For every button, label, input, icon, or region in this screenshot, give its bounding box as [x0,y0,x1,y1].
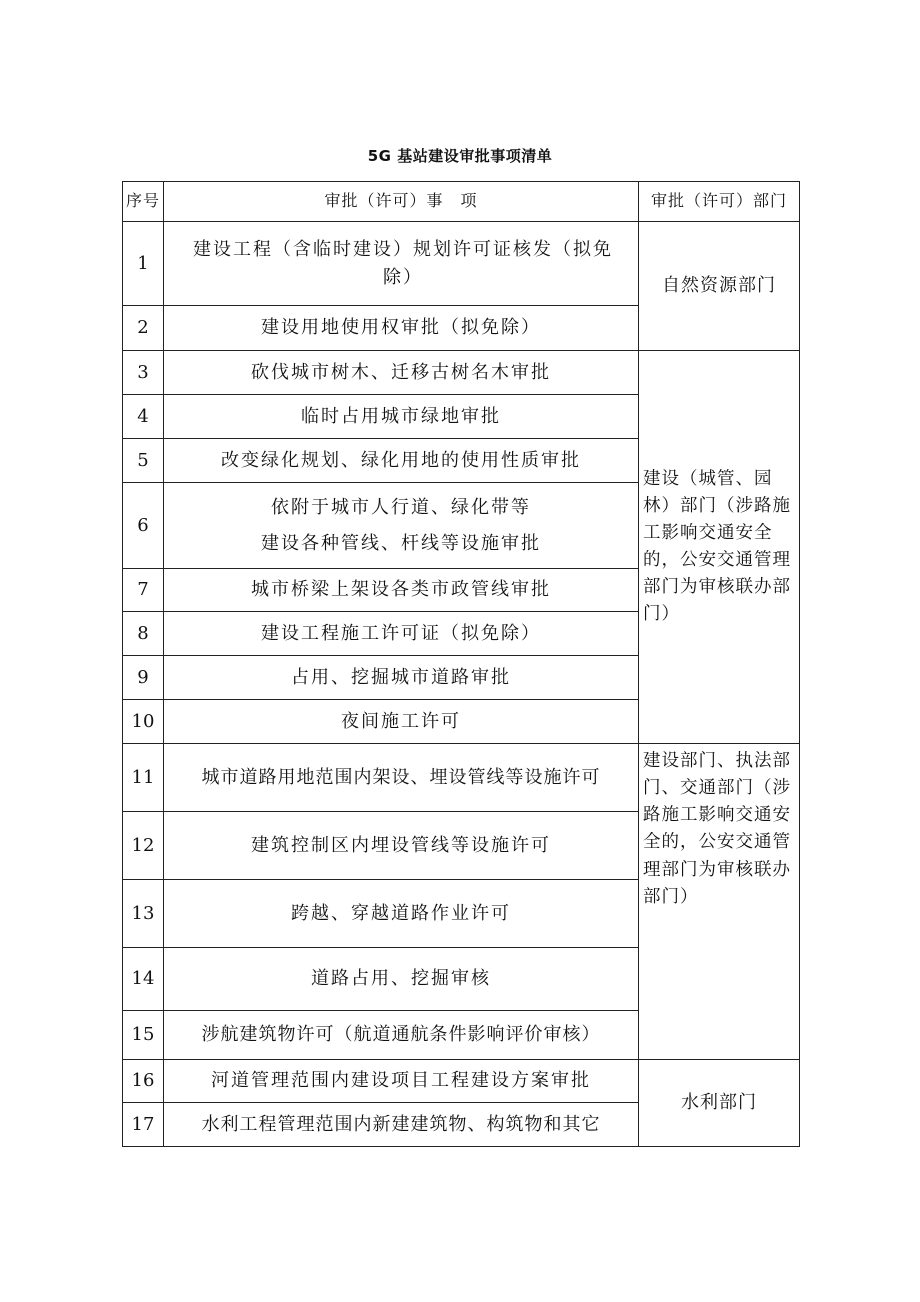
row-number: 17 [123,1103,164,1147]
row-item: 建设工程施工许可证（拟免除） [164,612,639,656]
department-water: 水利部门 [639,1060,800,1147]
row-number: 6 [123,483,164,569]
department-natural-resources: 自然资源部门 [639,222,800,351]
row-number: 2 [123,306,164,351]
row-item: 建设工程（含临时建设）规划许可证核发（拟免除） [164,222,639,306]
row-number: 9 [123,656,164,700]
table-row [123,222,800,306]
row-number: 1 [123,222,164,306]
row-item: 建筑控制区内埋设管线等设施许可 [164,812,639,880]
row-number: 15 [123,1011,164,1060]
row-number: 10 [123,700,164,744]
approval-table [122,181,800,1147]
row-number: 12 [123,812,164,880]
header-index: 序号 [123,182,164,222]
row-number: 8 [123,612,164,656]
row-number: 16 [123,1060,164,1103]
row-item [164,483,639,569]
row-number: 7 [123,569,164,612]
row-item: 道路占用、挖掘审核 [164,948,639,1011]
row-item-line: 依附于城市人行道、绿化带等 [271,496,531,518]
row-item: 城市桥梁上架设各类市政管线审批 [164,569,639,612]
table-row [123,351,800,395]
row-item-line: 建设各种管线、杆线等设施审批 [261,532,541,554]
row-item: 水利工程管理范围内新建建筑物、构筑物和其它 [164,1103,639,1147]
header-department: 审批（许可）部门 [639,182,800,222]
table-row [123,744,800,812]
row-number: 13 [123,880,164,948]
department-construction: 建设（城管、园林）部门（涉路施工影响交通安全的，公安交通管理部门为审核联办部门） [639,351,800,744]
row-number: 4 [123,395,164,439]
row-item: 跨越、穿越道路作业许可 [164,880,639,948]
row-item: 建设用地使用权审批（拟免除） [164,306,639,351]
department-construction-law-traffic: 建设部门、执法部门、交通部门（涉路施工影响交通安全的，公安交通管理部门为审核联办部门） [639,744,800,1060]
row-item: 占用、挖掘城市道路审批 [164,656,639,700]
row-item: 河道管理范围内建设项目工程建设方案审批 [164,1060,639,1103]
row-item: 夜间施工许可 [164,700,639,744]
row-number: 3 [123,351,164,395]
row-item: 改变绿化规划、绿化用地的使用性质审批 [164,439,639,483]
table-header-row [123,182,800,222]
row-number: 5 [123,439,164,483]
row-item: 城市道路用地范围内架设、埋设管线等设施许可 [164,744,639,812]
header-item: 审批（许可）事 项 [164,182,639,222]
row-number: 11 [123,744,164,812]
table-row [123,1060,800,1103]
row-item: 砍伐城市树木、迁移古树名木审批 [164,351,639,395]
page-title: 5G 基站建设审批事项清单 [367,147,553,165]
row-item: 临时占用城市绿地审批 [164,395,639,439]
row-number: 14 [123,948,164,1011]
row-item: 涉航建筑物许可（航道通航条件影响评价审核） [164,1011,639,1060]
